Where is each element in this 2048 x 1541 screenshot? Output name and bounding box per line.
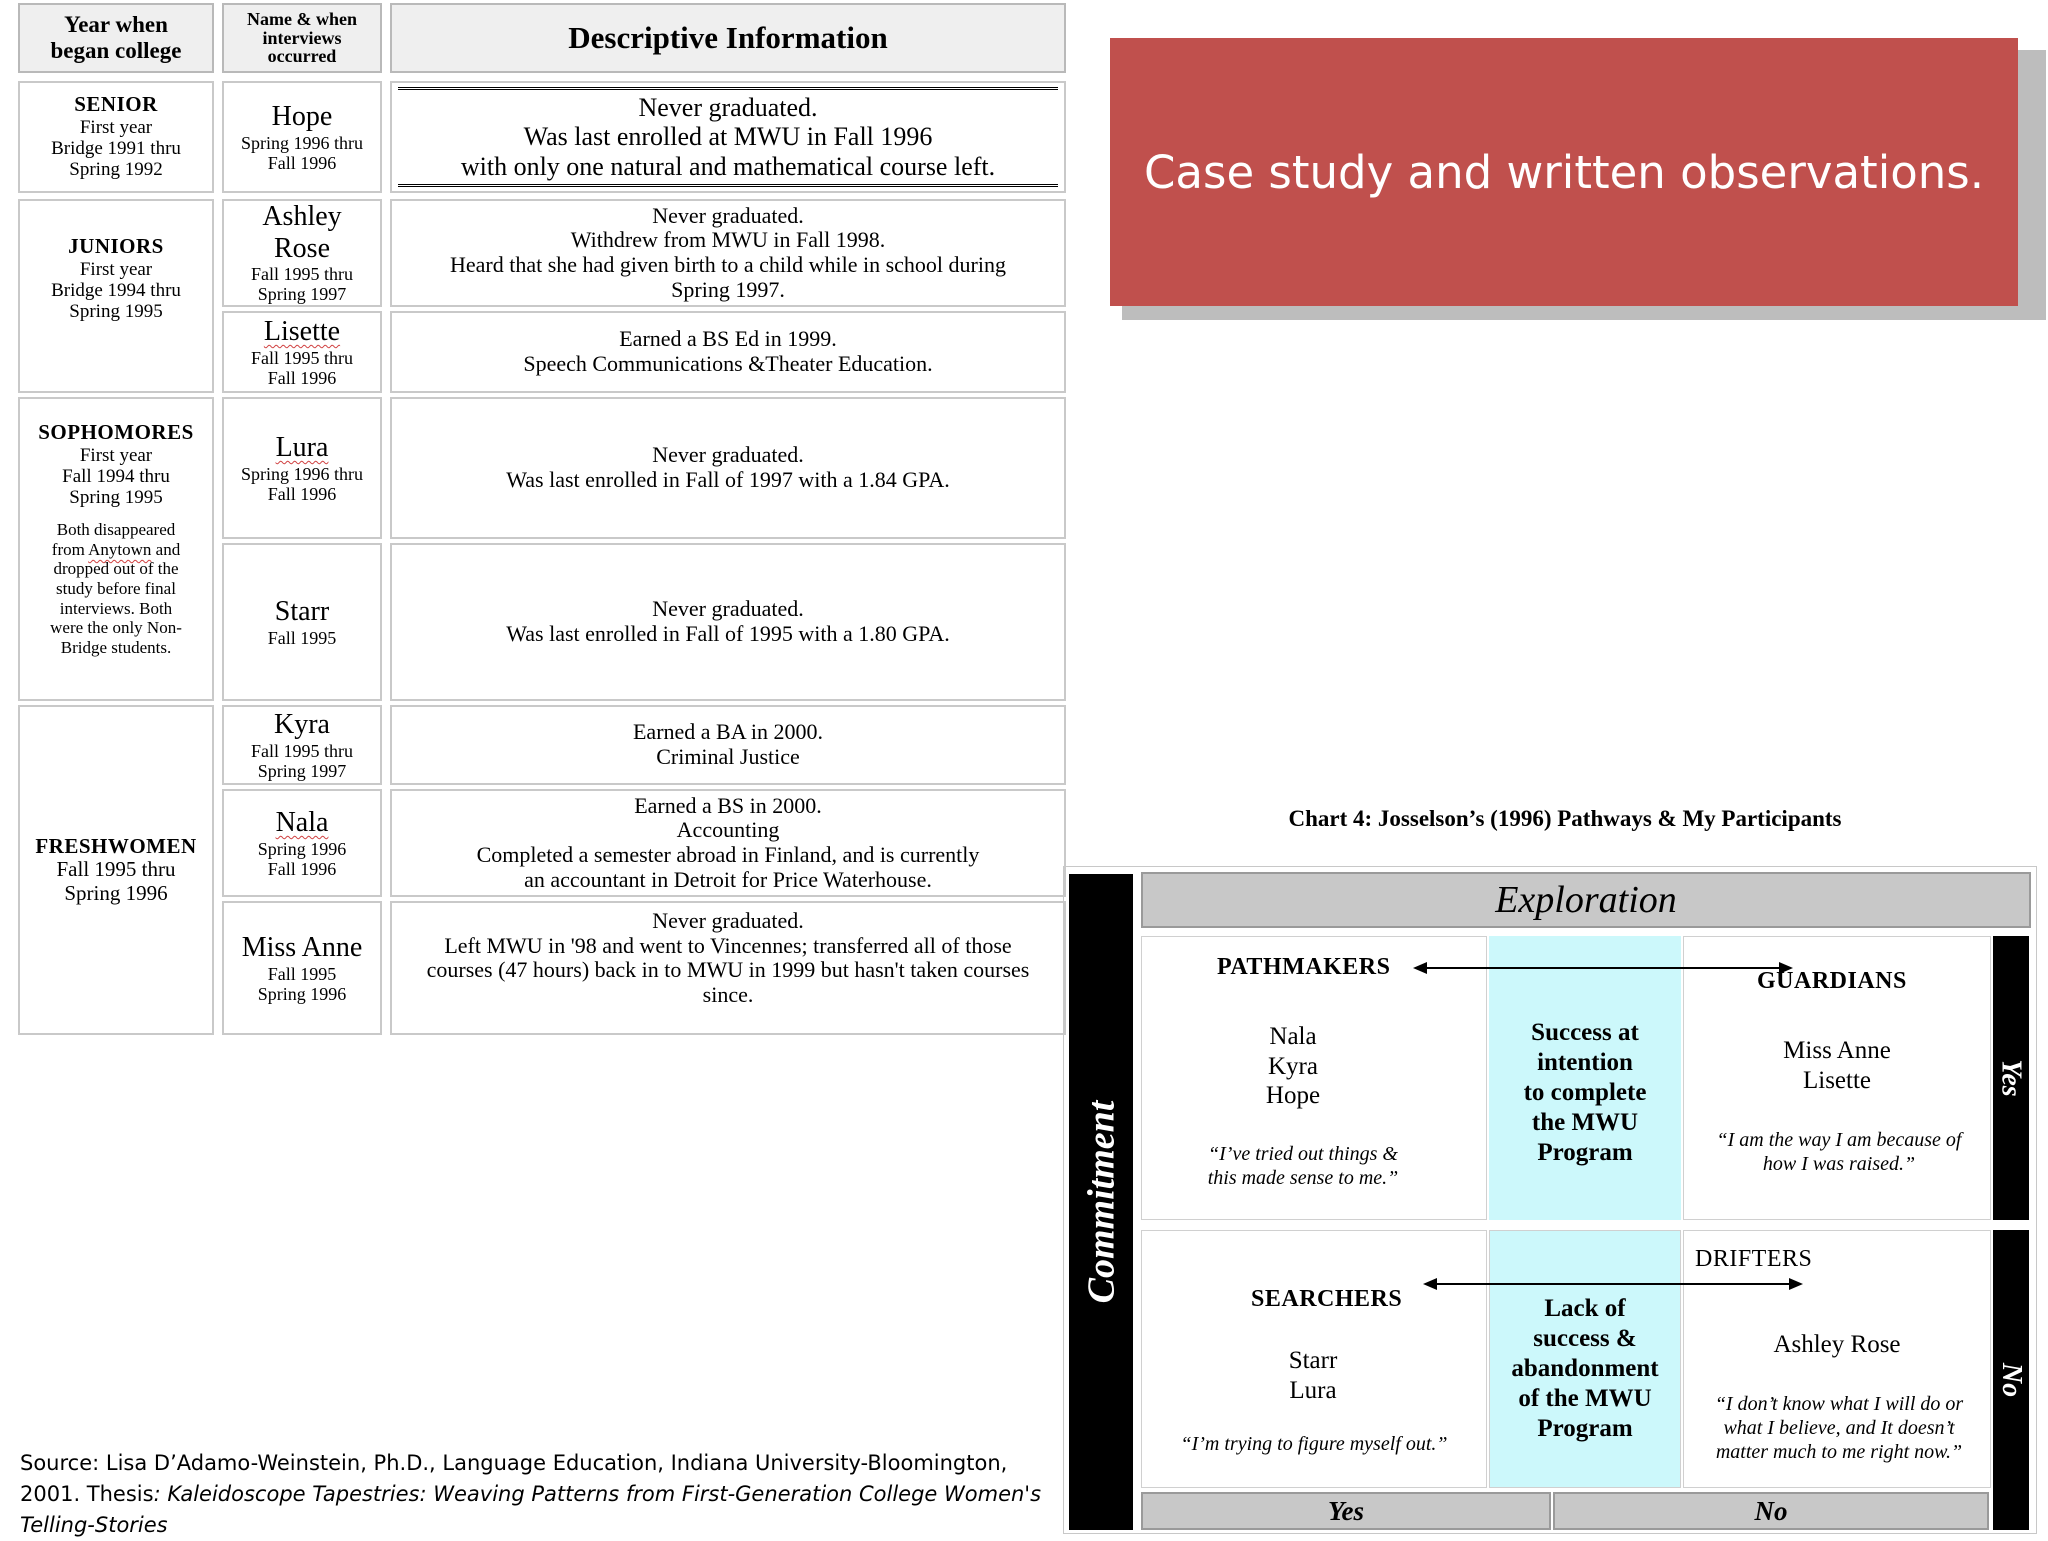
searchers-names [1213, 1346, 1413, 1405]
participant-dates: Spring 1997 [257, 760, 347, 781]
participant-dates: Spring 1997 [257, 284, 347, 305]
no-exploration-bar [1553, 1492, 1989, 1530]
participant-name: Lura [275, 432, 329, 464]
participant-label: Hope [1265, 1082, 1321, 1109]
group-freshwomen-line: Fall 1995 thru [56, 857, 176, 882]
searchers-heading: SEARCHERS [1251, 1286, 1403, 1312]
arrow-head-right [1789, 1278, 1803, 1290]
participant-dates: Fall 1995 [267, 627, 337, 648]
top-double-arrow [1413, 956, 1793, 996]
group-freshwomen-title: FRESHWOMEN [35, 833, 197, 858]
group-sophomores [18, 397, 214, 701]
yes-right-label: Yes [1996, 1059, 2028, 1097]
center-line: Program [1537, 1415, 1633, 1442]
desc-line: Earned a BS in 2000. [634, 792, 822, 818]
participant-name-cell [222, 81, 382, 193]
slide-title-box [1110, 38, 2018, 306]
desc-line: Withdrew from MWU in Fall 1998. [570, 227, 886, 253]
no-bottom-label: No [1754, 1495, 1788, 1526]
quote-line: what I believe, and It doesn’t [1723, 1417, 1955, 1439]
chart-title: Chart 4: Josselson’s (1996) Pathways & My Participants [1288, 806, 1842, 831]
desc-line: Never graduated. [652, 442, 804, 468]
participant-name: Hope [271, 101, 333, 133]
participant-name-cell [222, 543, 382, 701]
desc-line: courses (47 hours) back in to MWU in 1999 but hasn't taken courses [426, 957, 1030, 983]
group-sophomores-note [46, 520, 186, 657]
commitment-axis-bar [1069, 874, 1133, 1530]
participant-name: Lisette [263, 316, 341, 348]
participant-dates: Fall 1995 thru [251, 264, 353, 285]
no-right-label: No [1995, 1362, 2027, 1398]
participant-name: Rose [274, 232, 330, 264]
header-year [18, 3, 214, 73]
participant-label: Lisette [1802, 1066, 1872, 1094]
desc-line: Completed a semester abroad in Finland, and is currently [476, 842, 980, 867]
center-line: intention [1537, 1049, 1633, 1076]
note-fragment: from [51, 539, 89, 559]
participant-label: Lura [1289, 1376, 1337, 1404]
participant-label: Miss Anne [1783, 1037, 1891, 1064]
participant-name: Miss Anne [241, 932, 363, 964]
exploration-axis-bar [1141, 872, 2031, 928]
header-name-line3: occurred [267, 46, 337, 67]
participant-desc-cell [390, 705, 1066, 785]
desc-line: Earned a BA in 2000. [632, 719, 824, 745]
desc-line: Spring 1997. [671, 276, 785, 302]
group-senior-line: First year [79, 116, 153, 138]
participant-dates: Fall 1996 [267, 483, 337, 504]
quote-line: how I was raised.” [1762, 1153, 1916, 1175]
desc-line: Heard that she had given birth to a child while in school during [450, 252, 1006, 277]
group-sophomores-line: Spring 1995 [69, 487, 163, 509]
pathmakers-quote [1173, 1142, 1433, 1190]
desc-line: an accountant in Detroit for Price Waterhouse. [524, 866, 932, 892]
no-commitment-bar [1993, 1230, 2029, 1530]
participant-name-cell [222, 397, 382, 539]
desc-line: Accounting [676, 817, 780, 843]
participant-desc-cell [390, 901, 1066, 1035]
desc-line: Never graduated. [652, 202, 804, 228]
participant-label: Nala [1269, 1023, 1317, 1050]
guardians-quote [1691, 1128, 1987, 1176]
participant-table [14, 3, 1054, 1035]
header-name [222, 3, 382, 73]
desc-line: Was last enrolled in Fall of 1995 with a 1.80 GPA. [506, 621, 950, 646]
participant-name: Ashley [262, 201, 342, 233]
header-year-line1: Year when [64, 12, 168, 38]
desc-line: Never graduated. [638, 93, 818, 123]
quote-line: matter much to me right now.” [1715, 1441, 1963, 1463]
slide-title: Case study and written observations. [1144, 145, 1984, 199]
header-year-line2: began college [50, 38, 182, 63]
desc-line: Earned a BS Ed in 1999. [619, 326, 837, 352]
desc-line: since. [702, 981, 754, 1007]
yes-commitment-bar [1993, 936, 2029, 1220]
note-fragment: and [151, 539, 181, 559]
drifters-heading: DRIFTERS [1695, 1246, 1813, 1272]
desc-line: Never graduated. [652, 596, 804, 622]
source-prefix: Source: Lisa D’Adamo-Weinstein, Ph.D., Language Education, Indiana University-Bloomington, 2001. Thesis [20, 1451, 1008, 1506]
desc-line: Never graduated. [652, 908, 804, 933]
participant-dates: Fall 1996 [267, 367, 337, 388]
arrow-head-left [1413, 962, 1427, 974]
participant-name-cell [222, 789, 382, 897]
participant-label: Starr [1288, 1347, 1338, 1374]
center-line: of the MWU [1518, 1385, 1652, 1412]
note-line: dropped out of the [53, 559, 179, 579]
group-juniors-title: JUNIORS [68, 234, 164, 258]
searchers-quote [1149, 1432, 1479, 1456]
participant-dates: Fall 1996 [267, 858, 337, 879]
group-juniors-line: Spring 1995 [69, 301, 163, 323]
participant-name-cell [222, 199, 382, 307]
header-name-line2: interviews [262, 27, 342, 48]
note-line [50, 540, 182, 560]
group-juniors-line: First year [79, 258, 153, 280]
quote-line: this made sense to me.” [1207, 1167, 1399, 1189]
header-name-line1: Name & when [247, 8, 357, 29]
participant-desc-cell [390, 311, 1066, 393]
participant-dates: Fall 1995 [267, 963, 337, 984]
participant-name-cell [222, 311, 382, 393]
drifters-names [1737, 1330, 1937, 1360]
participant-label: Ashley Rose [1773, 1331, 1901, 1358]
note-line: Bridge students. [60, 637, 172, 657]
arrow-head-left [1423, 1278, 1437, 1290]
group-juniors-line: Bridge 1994 thru [51, 279, 181, 301]
group-senior-line: Spring 1992 [69, 159, 163, 181]
participant-dates: Spring 1996 thru [240, 132, 363, 153]
pathmakers-heading: PATHMAKERS [1217, 954, 1391, 980]
note-line: Both disappeared [56, 520, 176, 540]
group-senior-title: SENIOR [74, 92, 158, 117]
participant-desc-cell [390, 543, 1066, 701]
participant-dates: Spring 1996 thru [240, 463, 363, 484]
participant-dates: Spring 1996 [257, 838, 347, 859]
participant-desc-cell [390, 81, 1066, 193]
center-line: abandonment [1511, 1355, 1659, 1382]
exploration-axis-label: Exploration [1495, 879, 1677, 921]
participant-dates: Fall 1996 [267, 152, 337, 173]
center-line: success & [1533, 1325, 1637, 1352]
yes-bottom-label: Yes [1328, 1495, 1364, 1526]
hope-desc-block [398, 87, 1058, 186]
participant-dates: Fall 1995 thru [251, 740, 353, 761]
participant-name: Starr [274, 596, 330, 628]
center-line: Lack of [1544, 1295, 1626, 1322]
desc-line: Was last enrolled at MWU in Fall 1996 [523, 122, 933, 152]
quote-line: “I’m trying to figure myself out.” [1180, 1433, 1448, 1455]
group-sophomores-line: Fall 1994 thru [62, 465, 170, 487]
group-senior-line: Bridge 1991 thru [51, 138, 181, 160]
group-freshwomen-line: Spring 1996 [64, 880, 168, 905]
desc-line: Was last enrolled in Fall of 1997 with a 1.84 GPA. [506, 467, 950, 492]
participant-label: Kyra [1268, 1052, 1318, 1080]
desc-line: Criminal Justice [656, 744, 800, 769]
group-sophomores-line: First year [79, 444, 153, 466]
note-line: study before final [56, 578, 176, 598]
desc-line: Left MWU in '98 and went to Vincennes; transferred all of those [444, 932, 1012, 958]
participant-name-cell [222, 705, 382, 785]
commitment-axis-label: Commitment [1080, 1100, 1123, 1304]
source-thesis-title: : Kaleidoscope Tapestries: Weaving Patterns from First-Generation College Women's Telling-Stories [20, 1482, 1042, 1537]
participant-dates: Fall 1995 thru [251, 347, 353, 368]
group-senior [18, 81, 214, 193]
pathways-chart [1063, 866, 2037, 1534]
note-fragment: Anytown [88, 539, 152, 559]
source-citation [20, 1448, 1060, 1541]
header-description: Descriptive Information [390, 3, 1066, 73]
note-line: interviews. Both [59, 598, 173, 618]
center-line: Program [1537, 1139, 1633, 1166]
drifters-quote [1689, 1392, 1989, 1464]
lack-center-text [1489, 1294, 1681, 1444]
participant-name: Nala [275, 807, 329, 839]
center-line: to complete [1523, 1079, 1647, 1106]
participant-name: Kyra [274, 709, 330, 741]
guardians-heading: GUARDIANS [1757, 968, 1907, 994]
note-line: were the only Non- [50, 618, 182, 638]
quote-line: “I’ve tried out things & [1208, 1143, 1398, 1165]
participant-desc-cell [390, 397, 1066, 539]
participant-desc-cell [390, 199, 1066, 307]
participant-desc-cell [390, 789, 1066, 897]
pathmakers-names [1193, 1022, 1393, 1111]
yes-exploration-bar [1141, 1492, 1551, 1530]
desc-line: with only one natural and mathematical course left. [460, 151, 996, 181]
quote-line: “I am the way I am because of [1716, 1129, 1962, 1151]
group-freshwomen [18, 705, 214, 1035]
center-line: Success at [1531, 1019, 1639, 1046]
success-center-text [1489, 1018, 1681, 1168]
participant-name-cell [222, 901, 382, 1035]
desc-line: Speech Communications &Theater Education. [523, 351, 933, 376]
quote-line: “I don’t know what I will do or [1714, 1393, 1964, 1415]
guardians-names [1737, 1036, 1937, 1095]
center-line: the MWU [1531, 1109, 1639, 1136]
group-juniors [18, 199, 214, 393]
participant-dates: Spring 1996 [257, 983, 347, 1004]
group-sophomores-title: SOPHOMORES [38, 420, 194, 444]
